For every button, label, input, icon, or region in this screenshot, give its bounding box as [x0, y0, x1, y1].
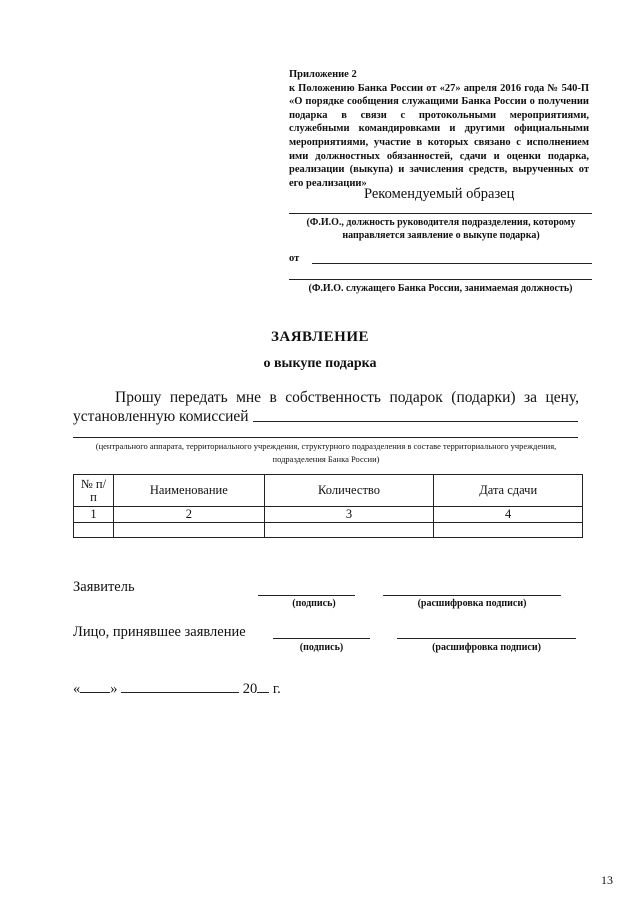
appendix-text: к Положению Банка России от «27» апреля 2016 года № 540-П «О порядке сообщения служащими Банка России о получении подарка в связи с протокольными мероприятиями, служебными командировками и другими официальными мероприятиями, участие в которых связано с исполнением ими должностных обязанностей, сдачи и оценки подарка, реализации (выкупа) и зачисления средств, вырученных от его реализации»: [289, 82, 589, 189]
receiver-sign-caption: (подпись): [299, 642, 344, 653]
applicant-sign-caption: (подпись): [292, 598, 336, 609]
applicant-decode-line: [383, 595, 561, 596]
request-word: передать: [169, 389, 228, 406]
from-line-2: [289, 279, 592, 280]
page-subtitle: о выкупе подарка: [263, 356, 377, 371]
commission-line: [253, 421, 578, 422]
request-word: в: [269, 389, 277, 406]
date-open-quote: «: [73, 681, 81, 697]
table-cell: [434, 523, 583, 538]
applicant-label: Заявитель: [73, 579, 135, 595]
from-caption: (Ф.И.О. служащего Банка России, занимаемая должность): [308, 283, 573, 294]
applicant-decode-caption: (расшифровка подписи): [417, 598, 527, 609]
page-title: ЗАЯВЛЕНИЕ: [270, 329, 370, 345]
appendix-note: [289, 68, 589, 190]
date-year-prefix: 20: [242, 681, 258, 697]
table-number-row: [74, 507, 583, 523]
column-number: 1: [74, 507, 114, 523]
date-year-blank: [257, 680, 269, 693]
request-word: за: [523, 389, 537, 406]
request-word: цену,: [545, 389, 579, 406]
date-line: [73, 680, 281, 698]
header-number: № п/п: [74, 475, 114, 507]
column-number: 3: [264, 507, 434, 523]
request-line-2: установленную комиссией: [73, 408, 249, 425]
date-close-quote: »: [110, 681, 118, 697]
date-year-suffix: г.: [272, 681, 281, 697]
request-word: Прошу: [115, 389, 162, 406]
page-number: 13: [601, 873, 613, 887]
table-cell: [113, 523, 264, 538]
from-line-1: [312, 263, 592, 264]
appendix-title: Приложение 2: [289, 69, 357, 80]
date-month-blank: [121, 680, 239, 693]
date-day-blank: [80, 680, 110, 693]
table-header-row: [74, 475, 583, 507]
applicant-sign-line: [258, 595, 355, 596]
org-caption: (центрального аппарата, территориального учреждения, структурного подразделения в составе территориального учреждения, подразделения Банка России): [95, 441, 557, 464]
to-line: [289, 213, 592, 214]
request-word: мне: [236, 389, 262, 406]
from-label: от: [289, 253, 300, 264]
table-row: [74, 523, 583, 538]
header-quantity: Количество: [264, 475, 434, 507]
column-number: 4: [434, 507, 583, 523]
to-caption: (Ф.И.О., должность руководителя подразделения, которому направляется заявление о выкупе подарка): [306, 217, 576, 241]
receiver-decode-caption: (расшифровка подписи): [432, 642, 541, 653]
receiver-label: Лицо, принявшее заявление: [73, 624, 246, 640]
table-cell: [74, 523, 114, 538]
receiver-sign-line: [273, 638, 370, 639]
header-date: Дата сдачи: [434, 475, 583, 507]
request-word: собственность: [285, 389, 381, 406]
column-number: 2: [113, 507, 264, 523]
request-word: подарок: [389, 389, 443, 406]
table-cell: [264, 523, 434, 538]
sample-label: Рекомендуемый образец: [364, 186, 515, 202]
gifts-table: [73, 474, 583, 538]
org-line: [73, 437, 578, 438]
request-line-1: [73, 388, 579, 407]
header-name: Наименование: [113, 475, 264, 507]
receiver-decode-line: [397, 638, 576, 639]
request-word: (подарки): [451, 389, 516, 406]
